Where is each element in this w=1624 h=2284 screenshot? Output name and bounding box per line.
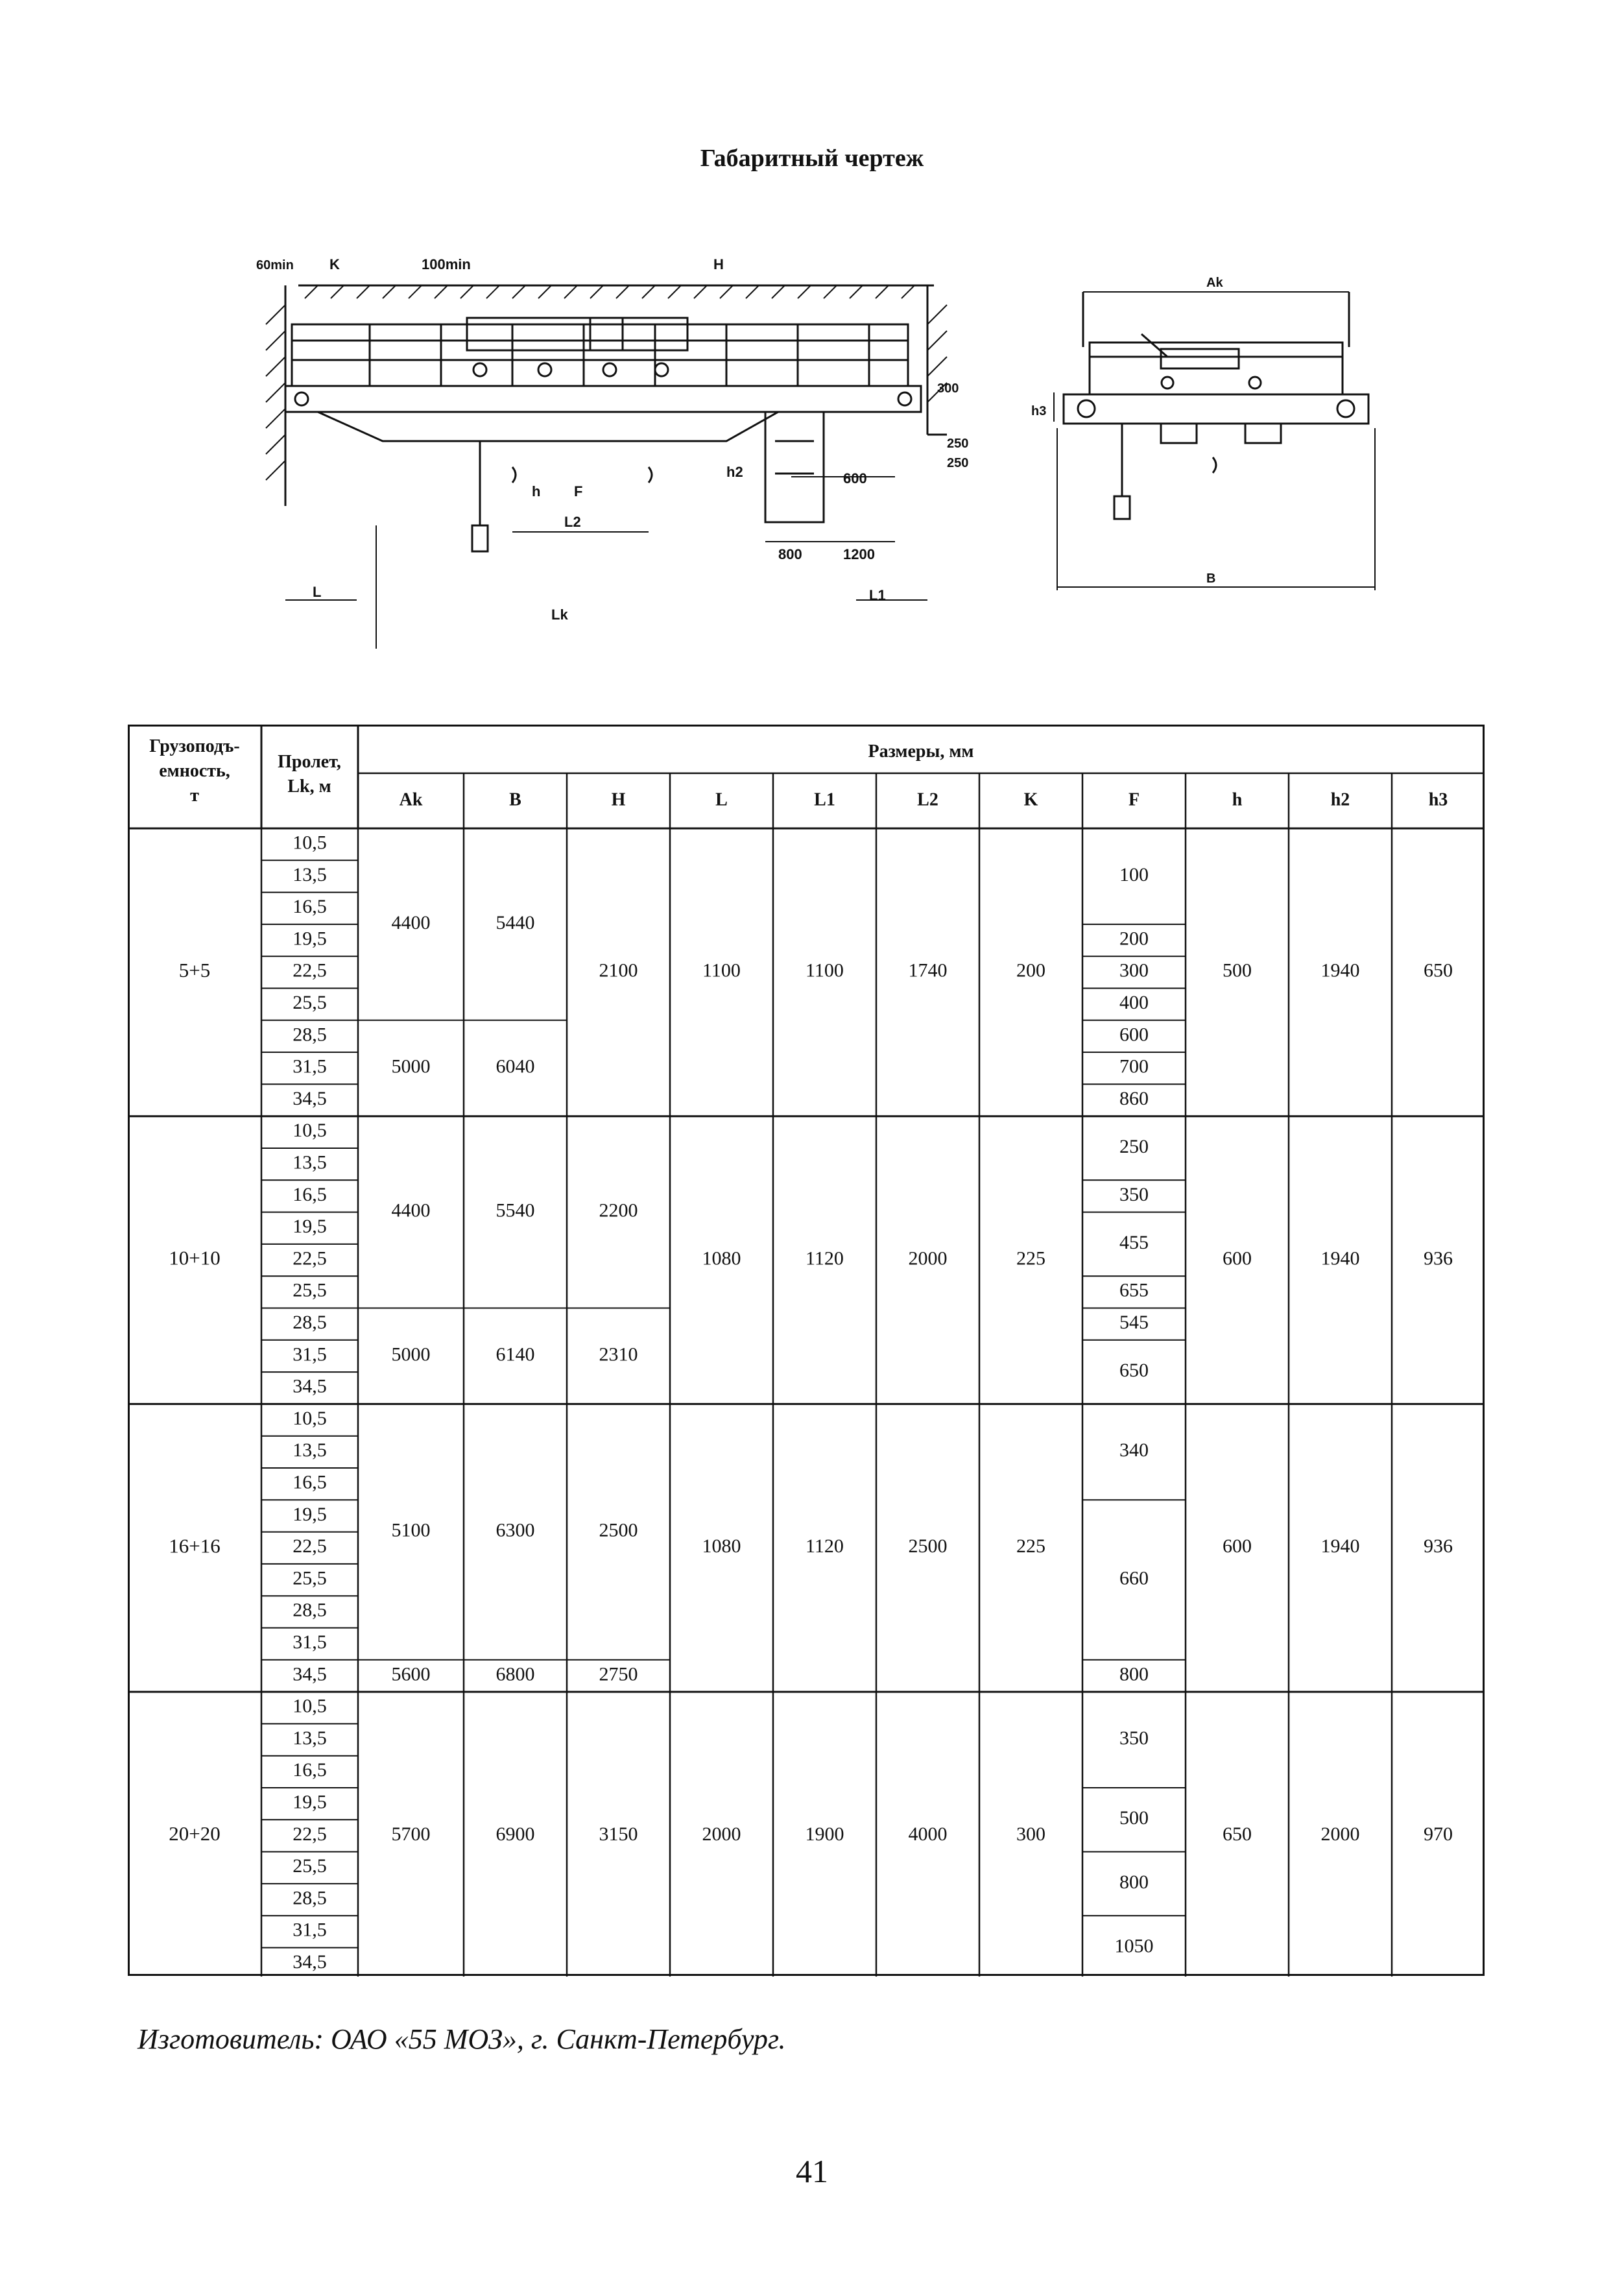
value-cell-h: 650 <box>1223 1823 1252 1845</box>
value-cell-h3: 936 <box>1424 1535 1453 1557</box>
value-cell-l2: 2500 <box>908 1535 948 1557</box>
span-cell: 19,5 <box>293 1216 327 1238</box>
value-cell-h3: 970 <box>1424 1823 1453 1845</box>
value-cell-b: 5540 <box>496 1199 535 1221</box>
span-cell: 16,5 <box>293 1183 327 1205</box>
header-col-l1: L1 <box>814 789 835 810</box>
span-cell: 25,5 <box>293 1279 327 1301</box>
span-cell: 31,5 <box>293 1055 327 1077</box>
value-cell-f: 340 <box>1119 1439 1149 1461</box>
value-cell-ak: 5700 <box>391 1823 431 1845</box>
span-cell: 19,5 <box>293 1791 327 1813</box>
value-cell-h: 2310 <box>599 1343 638 1365</box>
value-cell-f: 700 <box>1119 1055 1149 1077</box>
value-cell-f: 100 <box>1119 863 1149 885</box>
span-cell: 31,5 <box>293 1343 327 1365</box>
span-cell: 10,5 <box>293 1120 327 1142</box>
span-cell: 10,5 <box>293 832 327 854</box>
value-cell-l: 2000 <box>702 1823 741 1845</box>
value-cell-b: 6040 <box>496 1055 535 1077</box>
header-col-h3: h3 <box>1428 789 1448 810</box>
label-b: B <box>1206 571 1216 586</box>
value-cell-h: 600 <box>1223 1247 1252 1269</box>
label-h: h <box>532 483 541 499</box>
value-cell-b: 6300 <box>496 1519 535 1541</box>
value-cell-k: 200 <box>1016 959 1045 981</box>
value-cell-h: 2200 <box>599 1199 638 1221</box>
value-cell-f: 300 <box>1119 959 1149 981</box>
span-cell: 10,5 <box>293 1407 327 1429</box>
header-col-l2: L2 <box>917 789 938 810</box>
header-col-ak: Ak <box>399 789 423 810</box>
span-cell: 16,5 <box>293 896 327 918</box>
value-cell-h2: 1940 <box>1320 959 1360 981</box>
value-cell-ak: 5100 <box>391 1519 431 1541</box>
span-cell: 28,5 <box>293 1599 327 1621</box>
header-dimensions: Размеры, мм <box>868 741 974 762</box>
value-cell-l2: 4000 <box>908 1823 948 1845</box>
label-h3: h3 <box>1031 404 1047 418</box>
value-cell-h: 2750 <box>599 1663 638 1685</box>
span-cell: 25,5 <box>293 1855 327 1877</box>
value-cell-f: 660 <box>1119 1567 1149 1589</box>
header-col-l: L <box>715 789 728 810</box>
label-l2: L2 <box>564 514 581 530</box>
value-cell-h2: 2000 <box>1320 1823 1360 1845</box>
span-cell: 31,5 <box>293 1631 327 1653</box>
span-cell: 13,5 <box>293 1727 327 1749</box>
value-cell-l: 1080 <box>702 1247 741 1269</box>
value-cell-h3: 650 <box>1424 959 1453 981</box>
value-cell-f: 800 <box>1119 1871 1149 1893</box>
header-col-k: K <box>1023 789 1038 810</box>
value-cell-ak: 5600 <box>391 1663 431 1685</box>
value-cell-f: 250 <box>1119 1135 1149 1157</box>
value-cell-ak: 4400 <box>391 1199 431 1221</box>
label-600: 600 <box>843 470 867 487</box>
value-cell-f: 600 <box>1119 1024 1149 1046</box>
dimensions-table <box>128 725 1485 1977</box>
label-1200: 1200 <box>843 546 875 562</box>
label-60min: 60min <box>256 258 294 272</box>
value-cell-l2: 2000 <box>908 1247 948 1269</box>
value-cell-h: 600 <box>1223 1535 1252 1557</box>
value-cell-k: 225 <box>1016 1247 1045 1269</box>
value-cell-f: 545 <box>1119 1312 1149 1334</box>
label-250b: 250 <box>947 456 969 470</box>
label-lk: Lk <box>551 607 568 623</box>
value-cell-l1: 1900 <box>805 1823 844 1845</box>
label-250a: 250 <box>947 437 969 451</box>
value-cell-l1: 1120 <box>806 1247 844 1269</box>
capacity-cell: 20+20 <box>169 1822 221 1845</box>
label-f: F <box>574 483 583 499</box>
span-cell: 16,5 <box>293 1471 327 1493</box>
span-cell: 28,5 <box>293 1312 327 1334</box>
dimensions-table-grid <box>128 725 1485 1977</box>
label-300: 300 <box>937 381 959 396</box>
span-cell: 16,5 <box>293 1759 327 1781</box>
span-cell: 10,5 <box>293 1695 327 1717</box>
value-cell-l: 1100 <box>702 959 741 981</box>
span-cell: 13,5 <box>293 1151 327 1173</box>
label-l: L <box>313 584 322 600</box>
value-cell-l1: 1100 <box>806 959 844 981</box>
span-cell: 19,5 <box>293 1503 327 1525</box>
label-100min: 100min <box>422 256 471 272</box>
value-cell-f: 350 <box>1119 1183 1149 1205</box>
span-cell: 34,5 <box>293 1087 327 1109</box>
header-span-line1: Пролет, <box>278 752 341 772</box>
label-800: 800 <box>778 546 802 562</box>
value-cell-l2: 1740 <box>908 959 948 981</box>
value-cell-f: 400 <box>1119 992 1149 1014</box>
span-cell: 34,5 <box>293 1663 327 1685</box>
value-cell-f: 650 <box>1119 1359 1149 1381</box>
value-cell-f: 1050 <box>1114 1935 1154 1957</box>
value-cell-h: 3150 <box>599 1823 638 1845</box>
value-cell-ak: 5000 <box>391 1055 431 1077</box>
span-cell: 19,5 <box>293 928 327 950</box>
value-cell-h2: 1940 <box>1320 1535 1360 1557</box>
value-cell-l1: 1120 <box>806 1535 844 1557</box>
capacity-cell: 10+10 <box>169 1246 221 1269</box>
capacity-cell: 5+5 <box>178 958 211 981</box>
value-cell-f: 455 <box>1119 1231 1149 1253</box>
header-capacity-line2: емность, <box>159 761 230 781</box>
value-cell-f: 800 <box>1119 1663 1149 1685</box>
value-cell-b: 6900 <box>496 1823 535 1845</box>
span-cell: 25,5 <box>293 992 327 1014</box>
value-cell-ak: 5000 <box>391 1343 431 1365</box>
value-cell-h3: 936 <box>1424 1247 1453 1269</box>
header-capacity-line1: Грузоподъ- <box>149 736 240 756</box>
span-cell: 34,5 <box>293 1951 327 1973</box>
header-col-b: B <box>509 789 521 810</box>
header-capacity-line3: т <box>190 786 199 806</box>
span-cell: 22,5 <box>293 1823 327 1845</box>
label-ak: Ak <box>1206 276 1223 290</box>
header-col-h2: h2 <box>1330 789 1350 810</box>
label-h2: h2 <box>726 464 743 480</box>
span-cell: 22,5 <box>293 1535 327 1557</box>
value-cell-f: 350 <box>1119 1727 1149 1749</box>
value-cell-h: 2500 <box>599 1519 638 1541</box>
crane-end-view-drawing <box>1025 272 1388 610</box>
capacity-cell: 16+16 <box>169 1534 221 1557</box>
crane-side-view-drawing <box>246 246 979 649</box>
label-l1: L1 <box>869 587 886 603</box>
value-cell-f: 655 <box>1119 1279 1149 1301</box>
label-h-top: H <box>713 256 724 272</box>
manufacturer-note: Изготовитель: ОАО «55 МОЗ», г. Санкт-Петербург. <box>137 2023 786 2055</box>
span-cell: 28,5 <box>293 1024 327 1046</box>
page-title: Габаритный чертеж <box>700 145 924 172</box>
value-cell-h2: 1940 <box>1320 1247 1360 1269</box>
value-cell-b: 6140 <box>496 1343 535 1365</box>
span-cell: 13,5 <box>293 863 327 885</box>
header-span-line2: Lk, м <box>287 776 331 797</box>
header-col-h: H <box>611 789 626 810</box>
span-cell: 28,5 <box>293 1887 327 1909</box>
value-cell-f: 860 <box>1119 1087 1149 1109</box>
value-cell-k: 225 <box>1016 1535 1045 1557</box>
value-cell-b: 5440 <box>496 911 535 933</box>
value-cell-h: 500 <box>1223 959 1252 981</box>
value-cell-l: 1080 <box>702 1535 741 1557</box>
page-number: 41 <box>796 2153 828 2189</box>
span-cell: 22,5 <box>293 1247 327 1269</box>
value-cell-b: 6800 <box>496 1663 535 1685</box>
span-cell: 34,5 <box>293 1375 327 1397</box>
value-cell-f: 200 <box>1119 928 1149 950</box>
value-cell-ak: 4400 <box>391 911 431 933</box>
span-cell: 25,5 <box>293 1567 327 1589</box>
span-cell: 13,5 <box>293 1439 327 1461</box>
value-cell-f: 500 <box>1119 1807 1149 1829</box>
value-cell-k: 300 <box>1016 1823 1045 1845</box>
span-cell: 22,5 <box>293 959 327 981</box>
header-col-h: h <box>1232 789 1243 810</box>
header-col-f: F <box>1128 789 1140 810</box>
span-cell: 31,5 <box>293 1919 327 1941</box>
label-k: K <box>329 256 340 272</box>
value-cell-h: 2100 <box>599 959 638 981</box>
